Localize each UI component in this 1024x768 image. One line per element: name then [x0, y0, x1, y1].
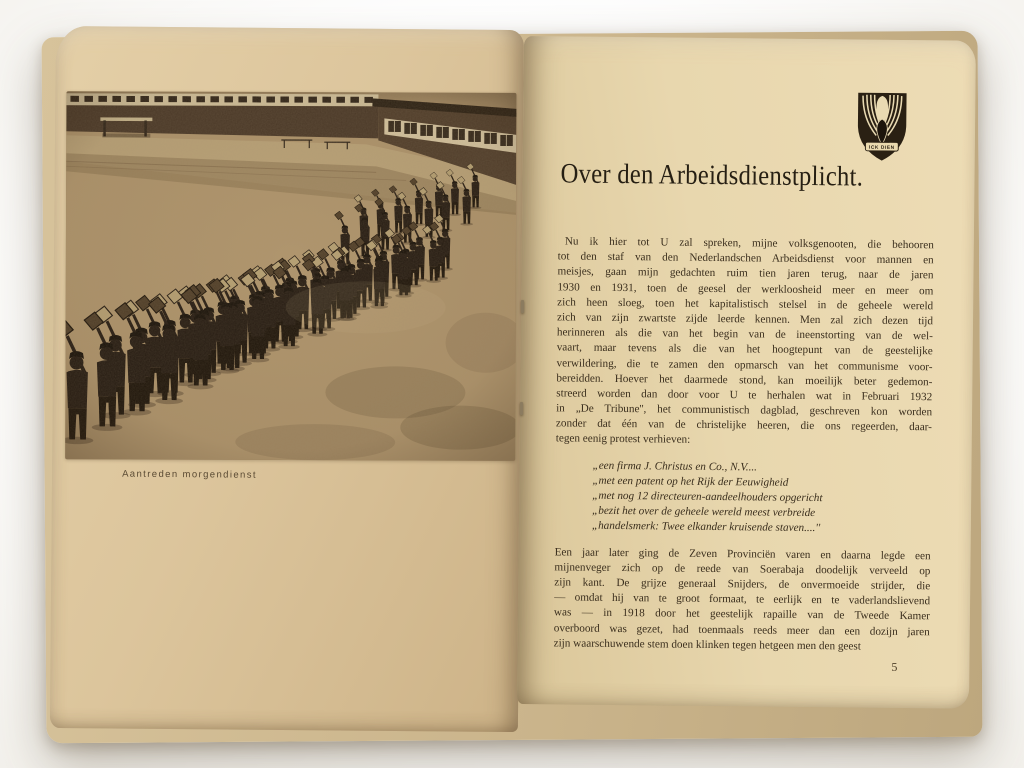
page-title: Over den Arbeidsdienstplicht. [560, 158, 864, 193]
body-text [554, 234, 934, 655]
staple [520, 402, 523, 415]
formation-photograph [65, 91, 516, 461]
left-page [50, 26, 524, 732]
nad-spade-emblem-icon [853, 89, 912, 166]
paragraph-one: Nu ik hier tot U zal spreken, mijne volksgenooten, die behooren tot den staf van den Nederlandschen Arbeidsdienst voor mannen en meisjes, gaan mijn gedachten ruim tien jaren terug, naar de jaren 1930 en 1931, toen de geesel der werkloosheid meer en meer om zich heen sloeg, toen het kapitalistisch stelsel in de geheele wereld zich van zijn zwartste zijde leerde kennen. Men zal zich dezen tijd herinneren als die van het begin van de ineenstorting van de wel- vaart, maar tevens als die van het hoogtepunt van de geestelijke verwildering, die te zamen den opmarsch van het communisme voor- bereidden. Hoever het daarmede stond, kan moeilijk beter gedemon- streerd worden dan door voor U te herhalen wat in Februari 1932 in „De Tribune'', het communistisch dagblad, geschreven kon worden zonder dat één van de christelijke heeren, die ons regeerden, daar- tegen eenig protest verhieven: [555, 235, 934, 447]
staple [521, 300, 524, 313]
formation-photo-illustration [65, 91, 516, 461]
page-number: 5 [891, 659, 898, 674]
photo-caption: Aantreden morgendienst [122, 468, 257, 481]
right-page [517, 36, 976, 709]
emblem-motto: ICK DIEN [868, 145, 895, 151]
quote-block: „een firma J. Christus en Co., N.V.... „met een patent op het Rijk der Eeuwigheid „met nog 12 directeuren-aandeelhouders opgericht „bezit het over de geheele wereld meest verbreide „handelsmerk: Twee elkander kruisende staven....'' [591, 459, 823, 535]
paragraph-two: Een jaar later ging de Zeven Provinciën varen en daarna legde een mijnenveger zich op de reede van Soerabaja doodelijk verveeld op zijn kant. De grijze generaal Snijders, de onvermoeide strijder, die — omdat hij van te groot formaat, te eerlijk en te vaderlandslievend was — in 1918 door het geestelijk rapaille van de Tweede Kamer overboord was gezet, had toenmaals reeds meer dan een dozijn jaren zijn waarschuwende stem doen klinken tegen hetgeen men den geest [553, 545, 931, 653]
